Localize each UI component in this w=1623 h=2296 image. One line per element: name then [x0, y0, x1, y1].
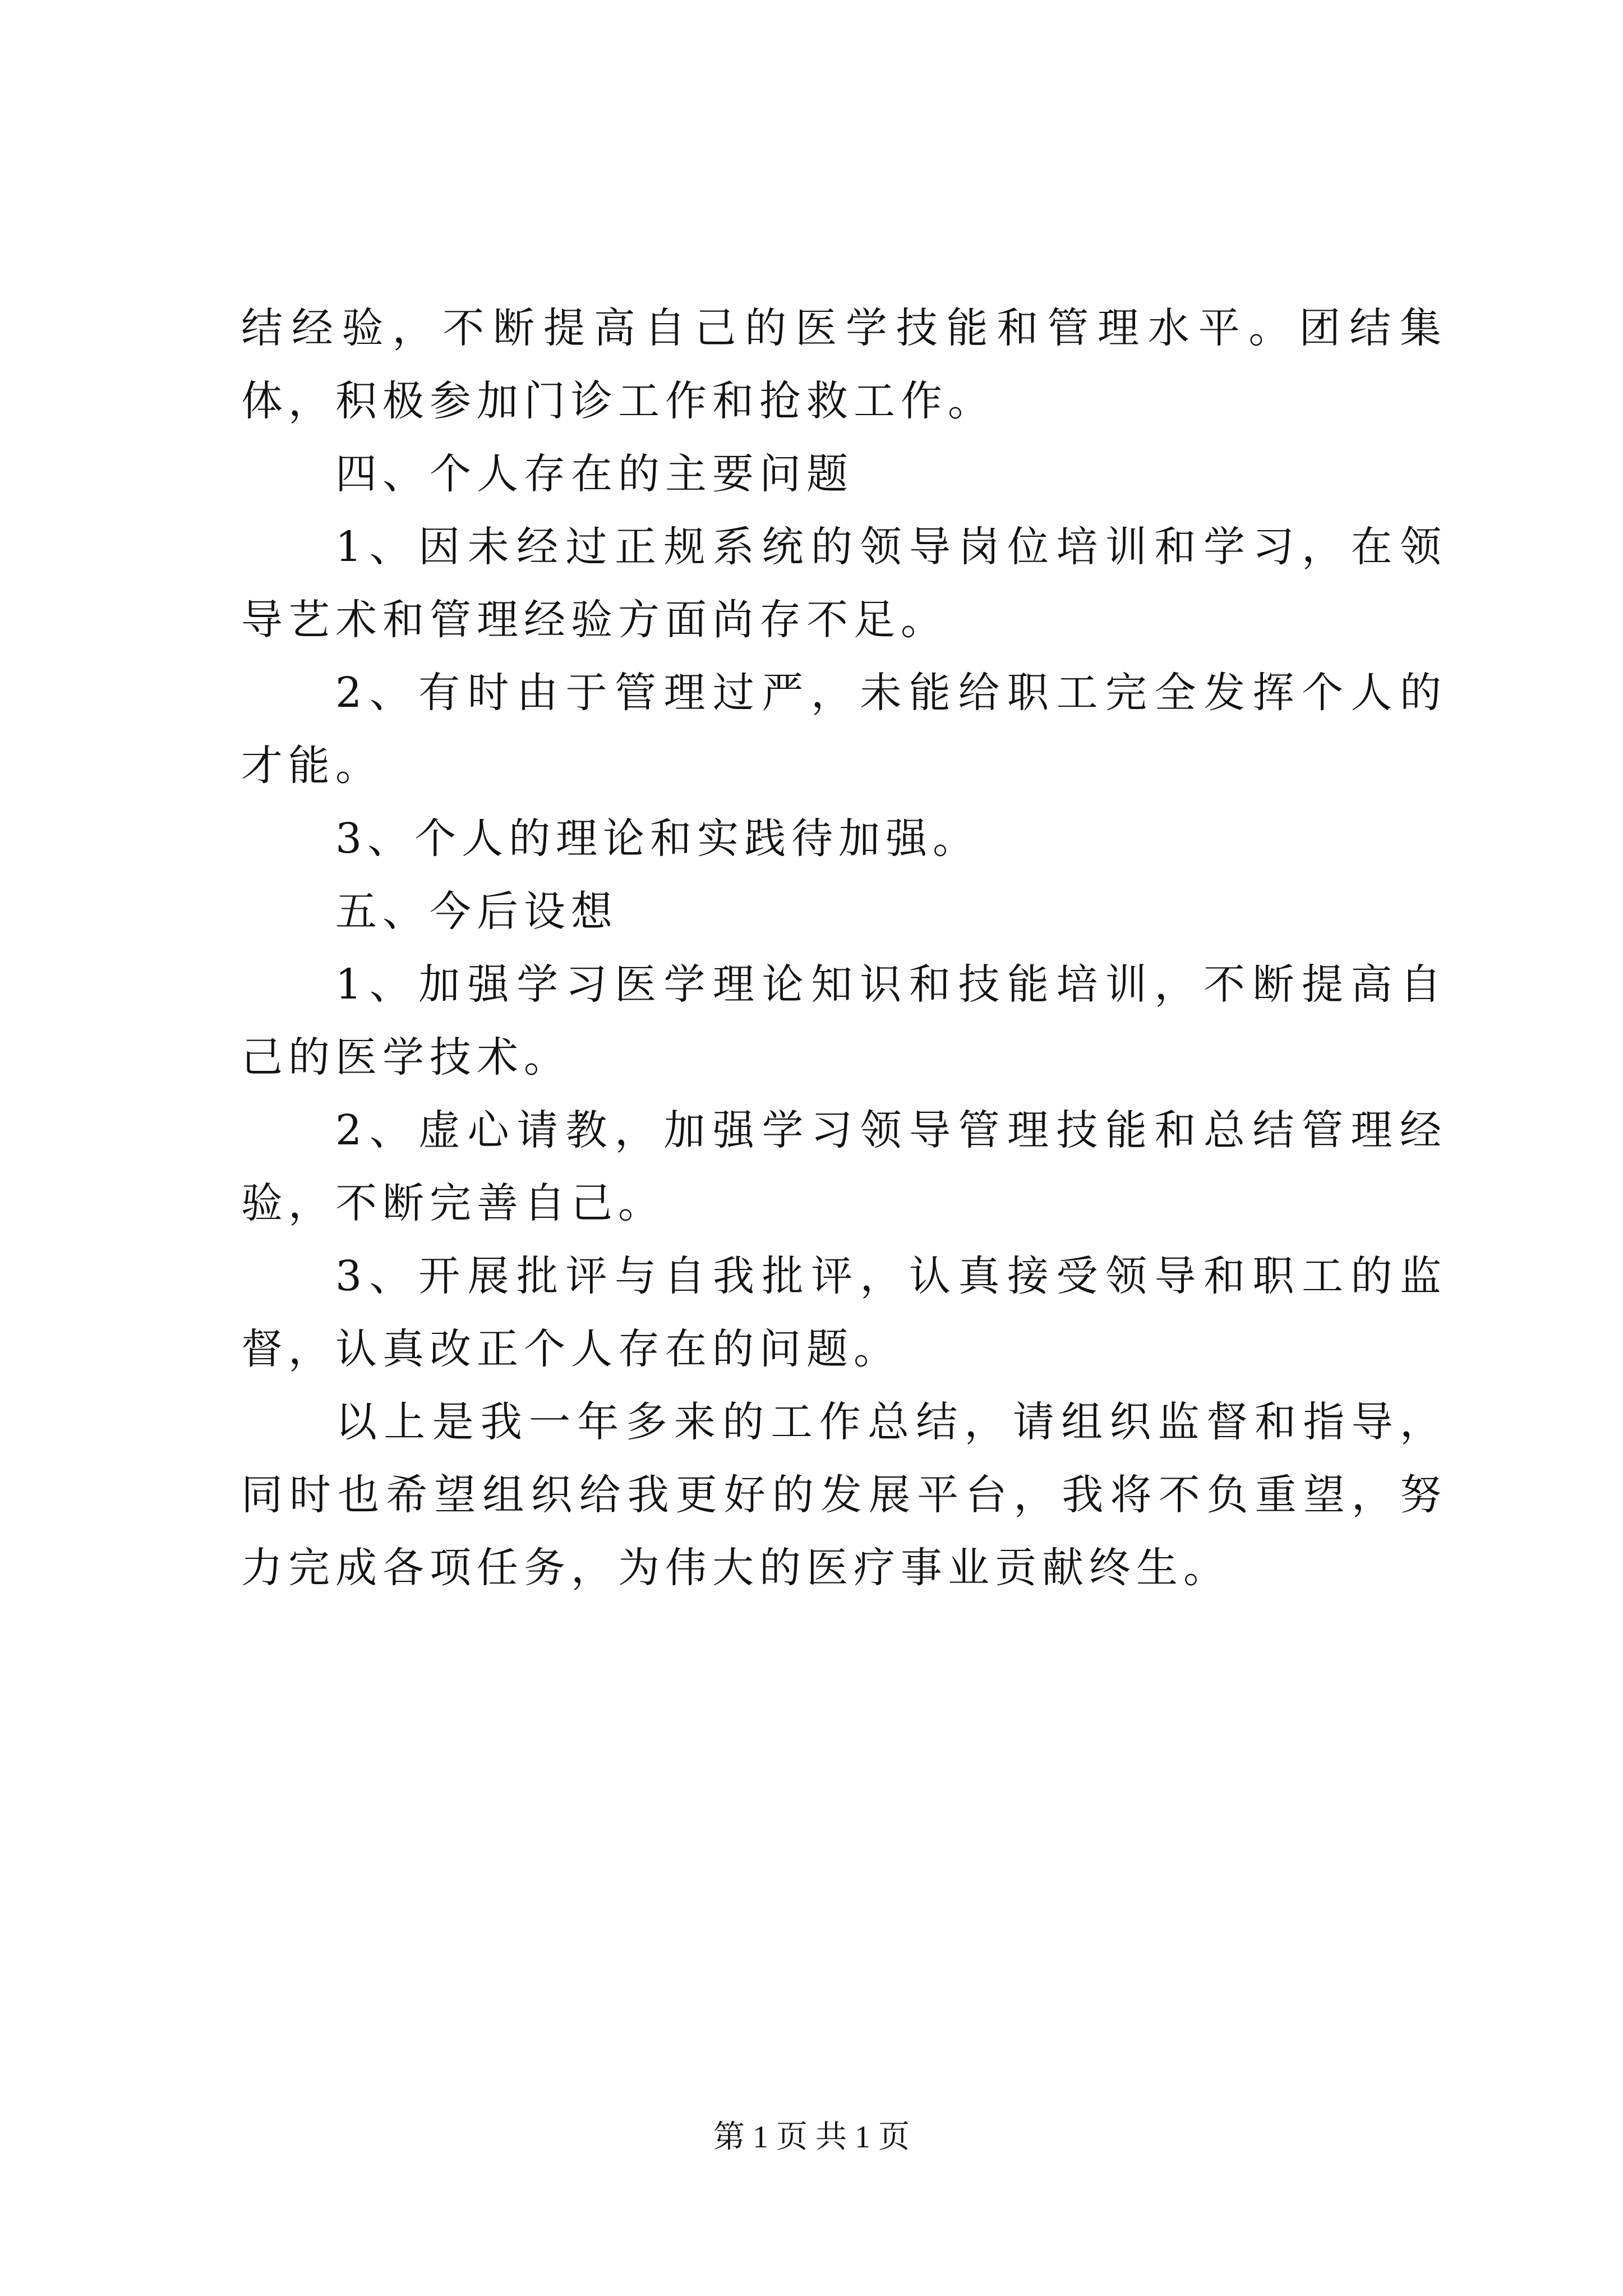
problem-item-3: 3、个人的理论和实践待加强。	[335, 815, 980, 863]
problem-item-1: 1、因未经过正规系统的领导岗位培训和学习，在领导艺术和管理经验方面尚存不足。	[241, 523, 1447, 644]
page-number-label: 第 1 页 共 1 页	[713, 2120, 910, 2155]
section-heading-4: 四、个人存在的主要问题	[335, 450, 854, 498]
plan-item-2: 2、虚心请教，加强学习领导管理技能和总结管理经验，不断完善自己。	[241, 1106, 1447, 1227]
problem-item-2: 2、有时由于管理过严，未能给职工完全发挥个人的才能。	[241, 669, 1447, 790]
paragraph-continued: 结经验，不断提高自己的医学技能和管理水平。团结集体，积极参加门诊工作和抢救工作。	[241, 304, 1447, 425]
plan-item-3: 3、开展批评与自我批评，认真接受领导和职工的监督，认真改正个人存在的问题。	[241, 1252, 1447, 1373]
closing-paragraph: 以上是我一年多来的工作总结，请组织监督和指导，同时也希望组织给我更好的发展平台，我将不负重望，努力完成各项任务，为伟大的医疗事业贡献终生。	[241, 1398, 1447, 1592]
document-body	[241, 292, 1447, 1604]
section-heading-5: 五、今后设想	[335, 887, 618, 936]
page-footer	[0, 2118, 1623, 2157]
plan-item-1: 1、加强学习医学理论知识和技能培训，不断提高自己的医学技术。	[241, 960, 1447, 1082]
